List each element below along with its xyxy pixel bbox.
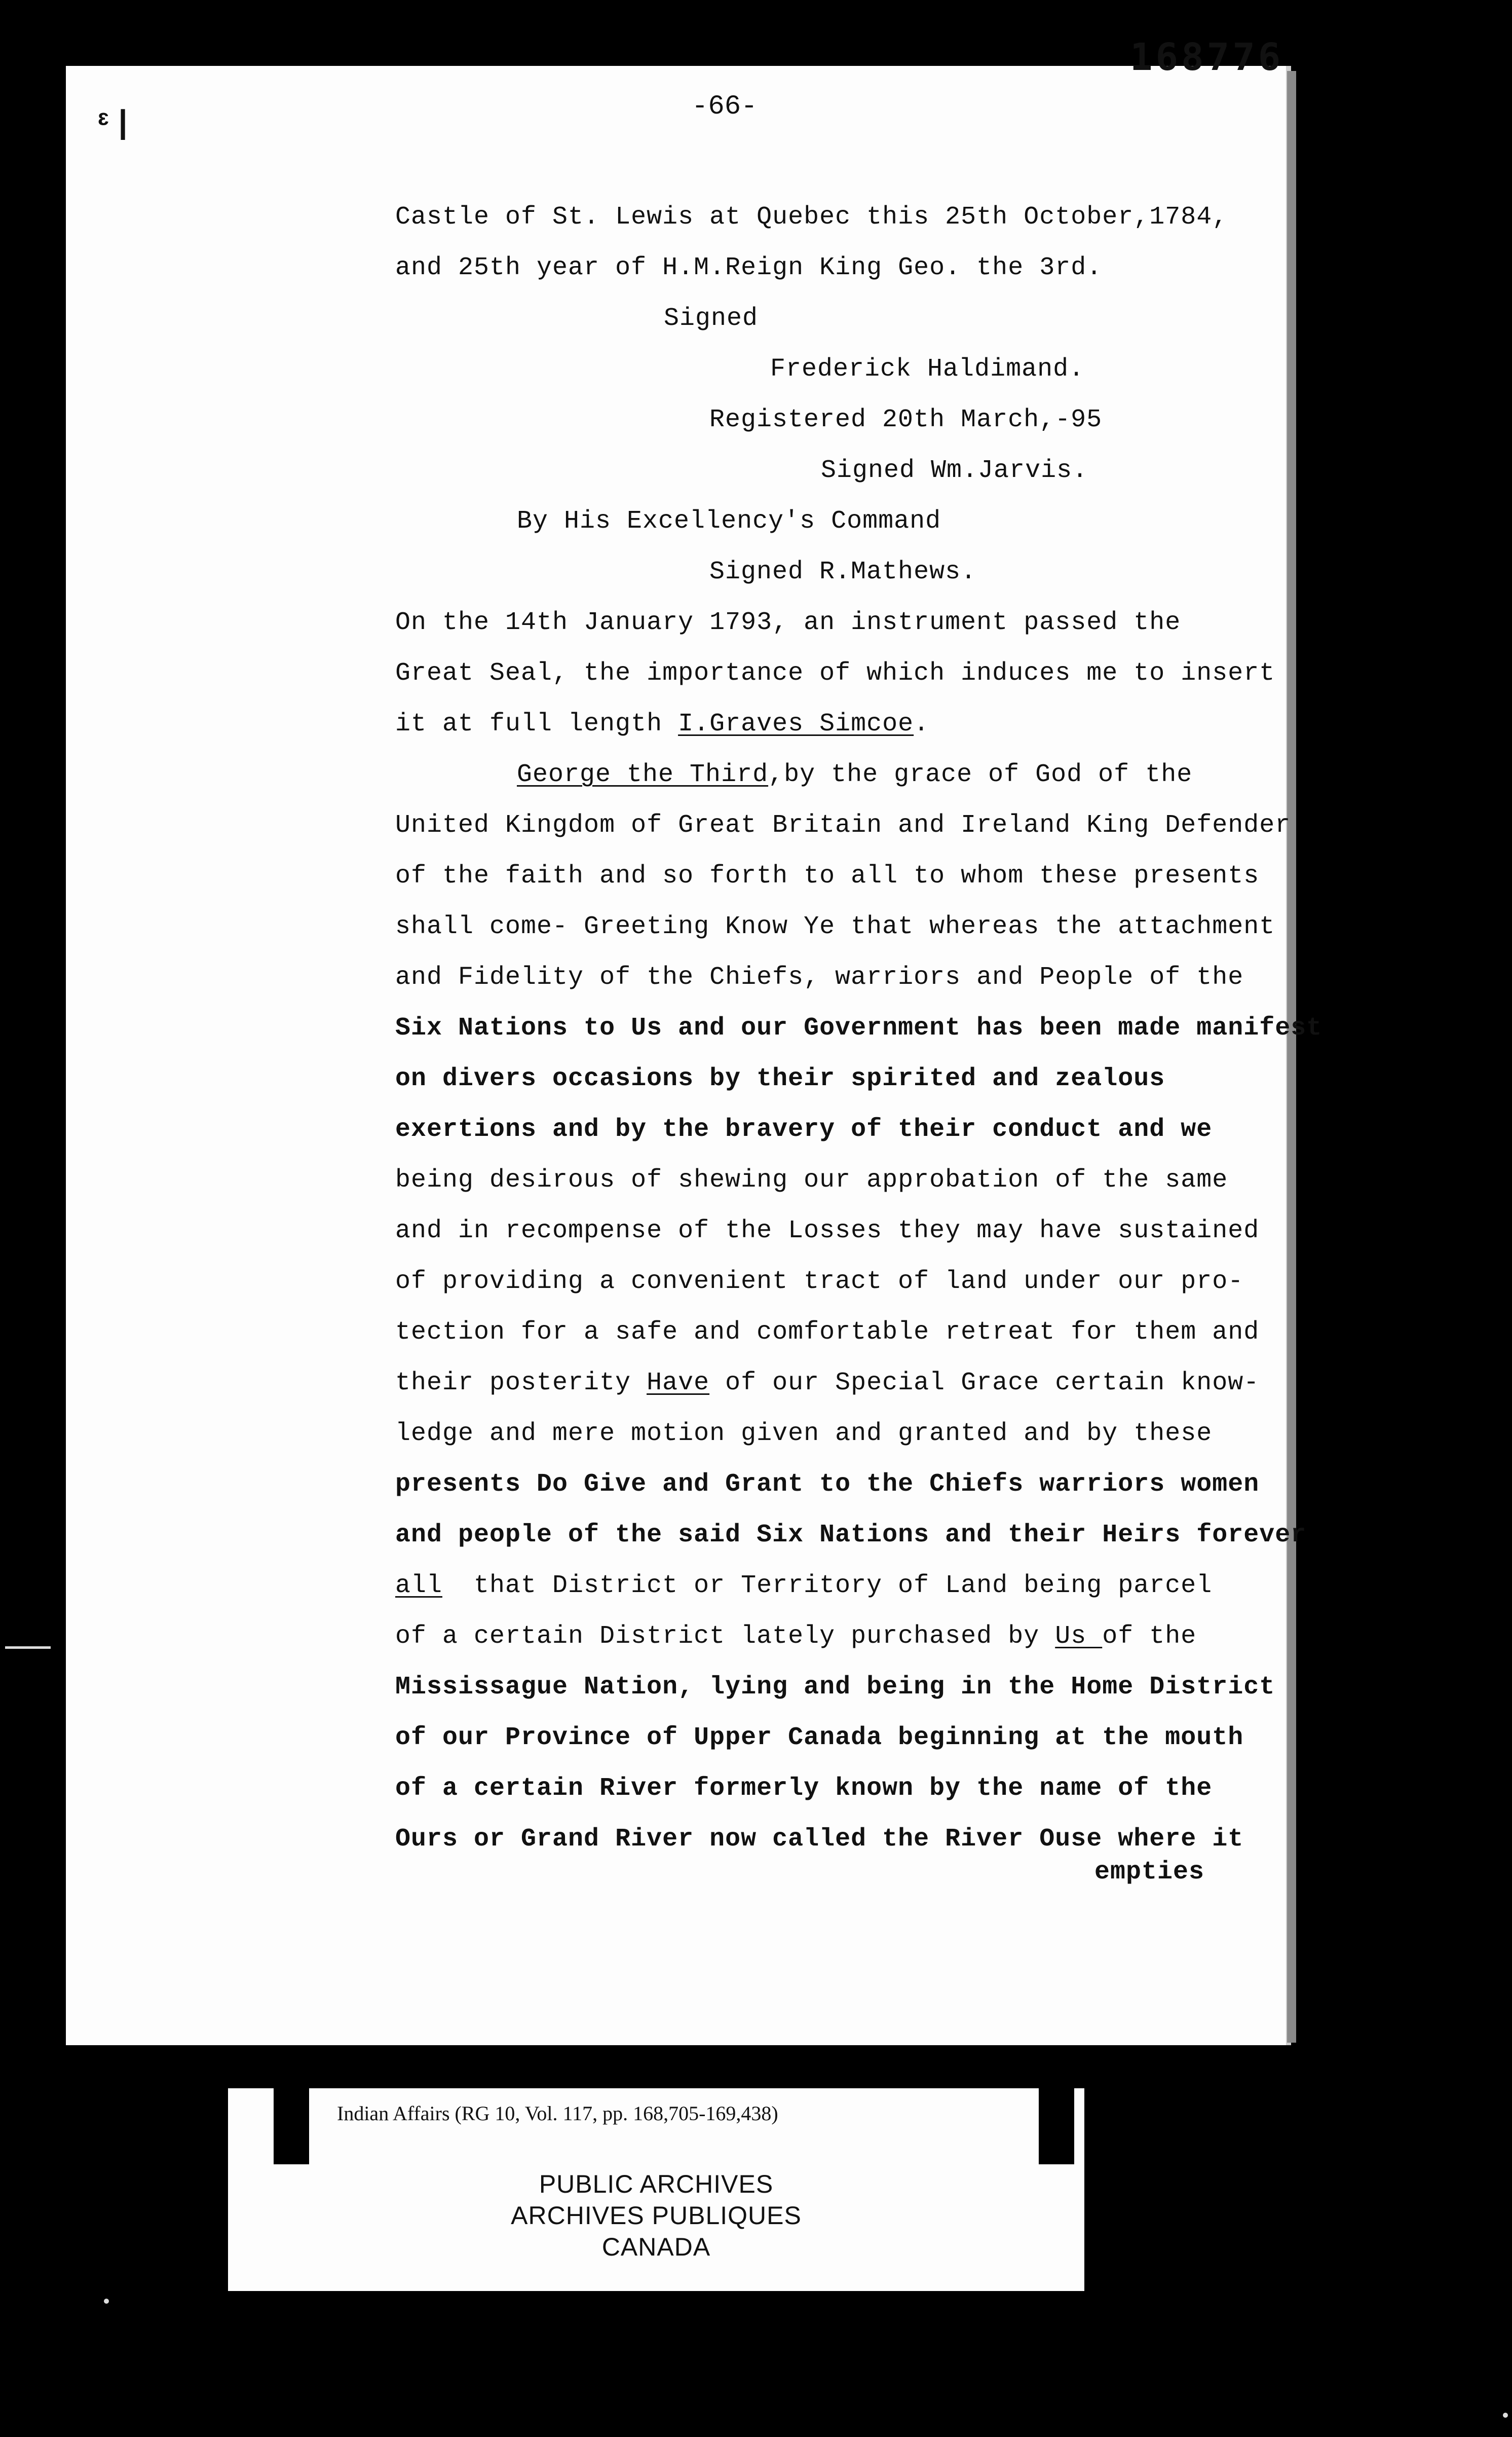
text-line — [395, 710, 929, 739]
underlined-text: I.Graves Simcoe — [678, 710, 914, 739]
text-line: of our Province of Upper Canada beginning at the mouth — [395, 1723, 1244, 1752]
archive-country: CANADA — [601, 2233, 711, 2261]
underlined-text: Us — [1055, 1622, 1103, 1651]
text-line: Signed Wm.Jarvis. — [821, 456, 1088, 485]
archive-label — [228, 2088, 1084, 2291]
text-line: presents Do Give and Grant to the Chiefs warriors women — [395, 1470, 1260, 1499]
text-segment: of our Special Grace certain know- — [709, 1369, 1260, 1397]
margin-mark: ᵋ| — [94, 106, 133, 143]
text-line: shall come- Greeting Know Ye that whereas the attachment — [395, 912, 1275, 941]
text-line: and in recompense of the Losses they may have sustained — [395, 1216, 1260, 1245]
text-line — [395, 1571, 1212, 1600]
text-line — [395, 1369, 1259, 1397]
text-line: and Fidelity of the Chiefs, warriors and People of the — [395, 963, 1244, 992]
text-line: of the faith and so forth to all to whom these presents — [395, 862, 1260, 891]
text-line: United Kingdom of Great Britain and Ireland King Defender — [395, 811, 1291, 840]
text-line: Signed R.Mathews. — [709, 558, 977, 586]
text-line: and people of the said Six Nations and their Heirs forever — [395, 1521, 1307, 1549]
film-speck — [104, 2299, 109, 2304]
text-segment: . — [914, 710, 930, 739]
underlined-text: all — [395, 1571, 443, 1600]
text-line: By His Excellency's Command — [517, 507, 941, 536]
label-holder-right — [1039, 2088, 1074, 2164]
archive-reference: Indian Affairs (RG 10, Vol. 117, pp. 168,705-169,438) — [337, 2102, 778, 2125]
label-holder-left — [274, 2088, 309, 2164]
text-line: tection for a safe and comfortable retreat for them and — [395, 1318, 1260, 1347]
text-line: exertions and by the bravery of their conduct and we — [395, 1115, 1213, 1144]
text-segment: their posterity — [395, 1369, 647, 1397]
text-line: of providing a convenient tract of land under our pro- — [395, 1267, 1244, 1296]
text-line: Castle of St. Lewis at Quebec this 25th October,1784, — [395, 203, 1228, 232]
text-line: On the 14th January 1793, an instrument passed the — [395, 608, 1181, 637]
text-line: being desirous of shewing our approbation of the same — [395, 1166, 1228, 1195]
text-line: of a certain River formerly known by the name of the — [395, 1774, 1213, 1803]
text-line: Great Seal, the importance of which induces me to insert — [395, 659, 1275, 688]
archive-name-fr: ARCHIVES PUBLIQUES — [511, 2201, 802, 2230]
text-line — [395, 1622, 1196, 1651]
text-segment: of the — [1102, 1622, 1197, 1651]
text-line — [517, 760, 1192, 789]
film-edge-mark — [5, 1646, 51, 1649]
underlined-text: George the Third — [517, 760, 769, 789]
text-line: Registered 20th March,-95 — [709, 405, 1103, 434]
file-number: 168776 — [1130, 35, 1284, 79]
text-segment: it at full length — [395, 710, 678, 739]
text-line: Mississague Nation, lying and being in the Home District — [395, 1673, 1275, 1702]
text-segment: ,by the grace of God of the — [768, 760, 1193, 789]
text-segment: of a certain District lately purchased by — [395, 1622, 1055, 1651]
text-line: empties — [1094, 1858, 1205, 1887]
page-number: -66- — [692, 91, 758, 122]
text-line: on divers occasions by their spirited and zealous — [395, 1064, 1165, 1093]
text-line: Six Nations to Us and our Government has been made manifest — [395, 1014, 1322, 1043]
text-segment: that District or Territory of Land being parcel — [442, 1571, 1213, 1600]
text-line: Frederick Haldimand. — [770, 355, 1085, 384]
page-edge — [1287, 71, 1296, 2043]
text-line: ledge and mere motion given and granted and by these — [395, 1419, 1213, 1448]
text-line: and 25th year of H.M.Reign King Geo. the 3rd. — [395, 253, 1103, 282]
text-line: Ours or Grand River now called the River Ouse where it — [395, 1825, 1244, 1854]
archive-name-en: PUBLIC ARCHIVES — [539, 2170, 774, 2198]
text-line: Signed — [664, 304, 759, 333]
underlined-text: Have — [647, 1369, 710, 1397]
film-speck — [1503, 2413, 1508, 2418]
